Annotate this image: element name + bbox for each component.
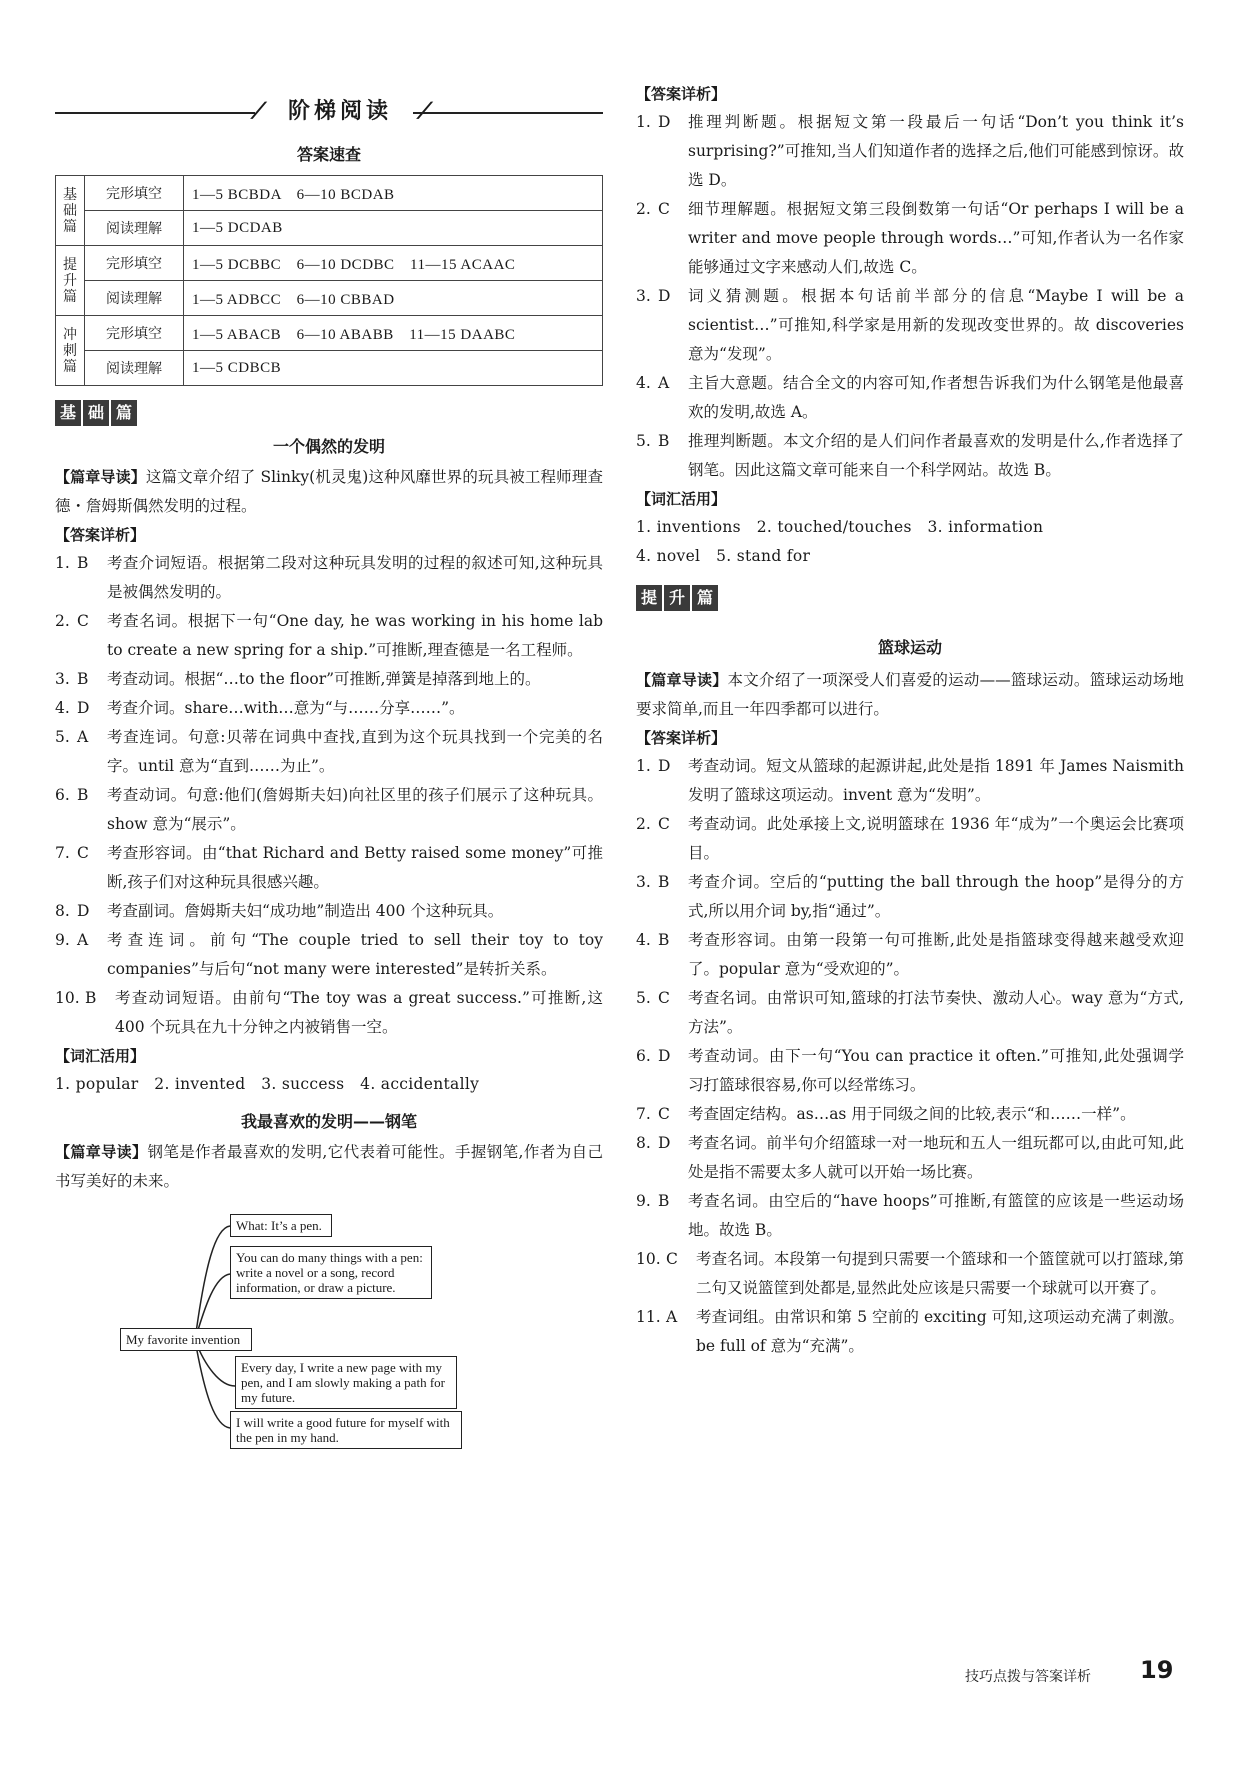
intro-paragraph <box>55 463 603 521</box>
answer-explanation: 考查副词。詹姆斯夫妇“成功地”制造出 400 个这种玩具。 <box>107 902 504 920</box>
mind-map-future: I will write a good future for myself with the pen in my hand. <box>230 1411 462 1449</box>
tag-char: 基 <box>55 400 81 426</box>
table-row <box>56 176 603 211</box>
answer-explanation: 考查动词。由下一句“You can practice it often.”可推知,此处强调学习打篮球很容易,你可以经常练习。 <box>688 1047 1184 1094</box>
intro-paragraph-3 <box>636 666 1184 724</box>
answer-item <box>636 1187 1184 1245</box>
kind-cell: 阅读理解 <box>85 351 184 386</box>
right-answer-list <box>636 108 1184 485</box>
answer-explanation: 考查介词。share…with…意为“与……分享……”。 <box>107 699 465 717</box>
answer-letter: C <box>666 1250 678 1268</box>
answer-explanation: 考查名词。由空后的“have hoops”可推断,有篮筐的应该是一些运动场地。故选 B。 <box>688 1192 1184 1239</box>
table-row <box>56 211 603 246</box>
article-title-2: 我最喜欢的发明——钢笔 <box>240 1112 417 1131</box>
answer-letter: D <box>658 1134 671 1152</box>
answer-number: 4. <box>636 374 651 392</box>
answer-item <box>636 1042 1184 1100</box>
basic-section-tag <box>55 400 139 426</box>
vocab-answers-line1: 1. inventions 2. touched/touches 3. information <box>636 518 1044 536</box>
answer-number: 1. <box>636 113 651 131</box>
answers-cell: 1—5 ADBCC 6—10 CBBAD <box>184 281 603 316</box>
answer-number: 3. <box>55 670 70 688</box>
answer-letter: A <box>666 1308 678 1326</box>
level-cell: 基础篇 <box>56 176 85 246</box>
answer-item <box>636 427 1184 485</box>
answer-number: 7. <box>636 1105 651 1123</box>
detail-label: 【答案详析】 <box>636 85 727 103</box>
vocab-answers-line2: 4. novel 5. stand for <box>636 547 811 565</box>
section-header <box>55 88 603 132</box>
article-title: 一个偶然的发明 <box>272 437 385 456</box>
answer-number: 2. <box>55 612 70 630</box>
answer-explanation: 考查词组。由常识和第 5 空前的 exciting 可知,这项运动充满了刺激。be full of 意为“充满”。 <box>696 1308 1184 1355</box>
intro-paragraph-2 <box>55 1138 603 1196</box>
answer-letter: B <box>658 1192 670 1210</box>
mind-map-center: My favorite invention <box>120 1328 252 1351</box>
answer-letter: D <box>658 757 671 775</box>
answer-number: 5. <box>55 728 70 746</box>
answer-explanation: 考查介词短语。根据第二段对这种玩具发明的过程的叙述可知,这种玩具是被偶然发明的。 <box>107 554 603 601</box>
answer-explanation: 推理判断题。本文介绍的是人们问作者最喜欢的发明是什么,作者选择了钢笔。因此这篇文章可能来自一个科学网站。故选 B。 <box>688 432 1184 479</box>
answer-explanation: 词义猜测题。根据本句话前半部分的信息“Maybe I will be a scientist…”可推知,科学家是用新的发现改变世界的。故 discoveries 意为“发现”。 <box>688 287 1184 363</box>
answer-item <box>636 1100 1184 1129</box>
answer-number: 9. <box>55 931 70 949</box>
answers-cell: 1—5 DCBBC 6—10 DCDBC 11—15 ACAAC <box>184 246 603 281</box>
answer-letter: A <box>658 374 670 392</box>
answer-number: 4. <box>55 699 70 717</box>
answer-letter: B <box>77 786 89 804</box>
basic-answer-list <box>55 549 603 1042</box>
answer-number: 3. <box>636 873 651 891</box>
answers-cell: 1—5 DCDAB <box>184 211 603 246</box>
answer-letter: B <box>85 989 97 1007</box>
intro-label: 【篇章导读】 <box>55 1143 148 1161</box>
tag-char: 篇 <box>111 400 137 426</box>
answer-number: 8. <box>55 902 70 920</box>
answer-explanation: 推理判断题。根据短文第一段最后一句话“Don’t you think it’s surprising?”可推知,当人们知道作者的选择之后,他们可能感到惊讶。故选 D。 <box>688 113 1184 189</box>
answer-letter: C <box>77 844 89 862</box>
answer-item <box>636 282 1184 369</box>
answer-explanation: 考查动词。此处承接上文,说明篮球在 1936 年“成为”一个奥运会比赛项目。 <box>688 815 1184 862</box>
vocab-label: 【词汇活用】 <box>636 490 727 508</box>
table-row <box>56 316 603 351</box>
answer-explanation: 考查名词。根据下一句“One day, he was working in his home lab to create a new spring for a ship.”可推断,理查德是一名工程师。 <box>107 612 603 659</box>
answer-number: 2. <box>636 815 651 833</box>
answer-letter: D <box>77 699 90 717</box>
table-row <box>56 281 603 316</box>
answer-number: 10. <box>636 1250 661 1268</box>
header-deco-left: ⟋ <box>251 98 267 124</box>
answer-item <box>636 369 1184 427</box>
tag-char: 础 <box>83 400 109 426</box>
answer-explanation: 考查动词短语。由前句“The toy was a great success.”可推断,这 400 个玩具在九十分钟之内被销售一空。 <box>115 989 603 1036</box>
answer-item <box>55 549 603 607</box>
kind-cell: 完形填空 <box>85 176 184 211</box>
answer-letter: D <box>658 1047 671 1065</box>
table-row <box>56 351 603 386</box>
mind-map-things: You can do many things with a pen: write a novel or a song, record information, or draw a picture. <box>230 1246 432 1299</box>
kind-cell: 完形填空 <box>85 246 184 281</box>
answer-letter: C <box>77 612 89 630</box>
answer-letter: D <box>658 113 671 131</box>
level-cell: 冲刺篇 <box>56 316 85 386</box>
answer-letter: C <box>658 1105 670 1123</box>
answer-number: 6. <box>55 786 70 804</box>
answer-item <box>55 723 603 781</box>
answer-explanation: 考查形容词。由第一段第一句可推断,此处是指篮球变得越来越受欢迎了。popular 意为“受欢迎的”。 <box>688 931 1184 978</box>
intro-label: 【篇章导读】 <box>636 671 728 689</box>
answer-explanation: 考查动词。句意:他们(詹姆斯夫妇)向社区里的孩子们展示了这种玩具。show 意为“展示”。 <box>107 786 603 833</box>
answer-explanation: 考查介词。空后的“putting the ball through the hoop”是得分的方式,所以用介词 by,指“通过”。 <box>688 873 1184 920</box>
answer-explanation: 考查动词。短文从篮球的起源讲起,此处是指 1891 年 James Naismith 发明了篮球这项运动。invent 意为“发明”。 <box>688 757 1184 804</box>
answer-item <box>636 810 1184 868</box>
answer-item <box>55 839 603 897</box>
answer-item <box>636 1245 1184 1303</box>
answer-item <box>55 984 603 1042</box>
tag-char: 升 <box>664 585 690 611</box>
answer-number: 8. <box>636 1134 651 1152</box>
quick-answers-title: 答案速查 <box>296 145 361 164</box>
answer-explanation: 考查连词。句意:贝蒂在词典中查找,直到为这个玩具找到一个完美的名字。until 意为“直到……为止”。 <box>107 728 603 775</box>
kind-cell: 完形填空 <box>85 316 184 351</box>
answer-explanation: 考查动词。根据“…to the floor”可推断,弹簧是掉落到地上的。 <box>107 670 541 688</box>
advanced-answer-list <box>636 752 1184 1361</box>
footer-label: 技巧点拨与答案详析 <box>965 1669 1091 1685</box>
answer-number: 1. <box>55 554 70 572</box>
answers-cell: 1—5 CDBCB <box>184 351 603 386</box>
answer-item <box>636 868 1184 926</box>
answer-explanation: 主旨大意题。结合全文的内容可知,作者想告诉我们为什么钢笔是他最喜欢的发明,故选 A。 <box>688 374 1184 421</box>
answer-explanation: 考查名词。由常识可知,篮球的打法节奏快、激动人心。way 意为“方式,方法”。 <box>688 989 1184 1036</box>
advanced-section-tag <box>636 585 720 611</box>
answer-letter: B <box>658 432 670 450</box>
answer-letter: B <box>77 670 89 688</box>
answer-number: 11. <box>636 1308 661 1326</box>
answer-letter: A <box>77 931 89 949</box>
answer-number: 7. <box>55 844 70 862</box>
answer-item <box>636 108 1184 195</box>
page-number: 19 <box>1140 1656 1174 1684</box>
answer-item <box>636 926 1184 984</box>
answer-explanation: 考查名词。本段第一句提到只需要一个篮球和一个篮筐就可以打篮球,第二句又说篮筐到处都是,显然此处应该是只需要一个球就可以开赛了。 <box>696 1250 1184 1297</box>
answers-cell: 1—5 ABACB 6—10 ABABB 11—15 DAABC <box>184 316 603 351</box>
answer-number: 5. <box>636 989 651 1007</box>
answer-letter: C <box>658 815 670 833</box>
answer-number: 9. <box>636 1192 651 1210</box>
kind-cell: 阅读理解 <box>85 281 184 316</box>
answer-explanation: 考查形容词。由“that Richard and Betty raised some money”可推断,孩子们对这种玩具很感兴趣。 <box>107 844 603 891</box>
answer-explanation: 考查名词。前半句介绍篮球一对一地玩和五人一组玩都可以,由此可知,此处是指不需要太多人就可以开始一场比赛。 <box>688 1134 1184 1181</box>
answer-letter: B <box>658 931 670 949</box>
page-title: 阶梯阅读 <box>287 99 392 124</box>
tag-char: 提 <box>636 585 662 611</box>
intro-label: 【篇章导读】 <box>55 468 146 486</box>
answer-letter: C <box>658 200 670 218</box>
answers-cell: 1—5 BCBDA 6—10 BCDAB <box>184 176 603 211</box>
answer-item <box>55 694 603 723</box>
answer-letter: A <box>77 728 89 746</box>
mind-map-connectors <box>55 1206 603 1446</box>
header-deco-right: ⟋ <box>417 98 433 124</box>
header-rule-left <box>55 112 255 114</box>
answer-item <box>636 195 1184 282</box>
mind-map-what: What: It’s a pen. <box>230 1214 332 1237</box>
mind-map-every-day: Every day, I write a new page with my pen, and I am slowly making a path for my future. <box>235 1356 457 1409</box>
answer-letter: D <box>77 902 90 920</box>
answer-letter: B <box>658 873 670 891</box>
right-column <box>636 85 1184 1361</box>
detail-label: 【答案详析】 <box>636 729 727 747</box>
answer-explanation: 细节理解题。根据短文第三段倒数第一句话“Or perhaps I will be a writer and move people through words…”可知,作者认为一名作家能够通过文字来感动人们,故选 C。 <box>688 200 1184 276</box>
answer-number: 2. <box>636 200 651 218</box>
table-row <box>56 246 603 281</box>
answer-item <box>55 897 603 926</box>
header-rule-right <box>413 112 603 114</box>
answer-item <box>636 984 1184 1042</box>
kind-cell: 阅读理解 <box>85 211 184 246</box>
answer-explanation: 考查固定结构。as…as 用于同级之间的比较,表示“和……一样”。 <box>688 1105 1136 1123</box>
answer-letter: B <box>77 554 89 572</box>
quick-answers-table <box>55 175 603 386</box>
answer-item <box>636 1303 1184 1361</box>
answer-item <box>55 926 603 984</box>
answer-item <box>636 1129 1184 1187</box>
vocab-label: 【词汇活用】 <box>55 1047 146 1065</box>
answer-letter: C <box>658 989 670 1007</box>
detail-label: 【答案详析】 <box>55 526 146 544</box>
intro-text: 本文介绍了一项深受人们喜爱的运动——篮球运动。篮球运动场地要求简单,而且一年四季都可以进行。 <box>636 671 1184 718</box>
answer-number: 10. <box>55 989 80 1007</box>
answer-number: 6. <box>636 1047 651 1065</box>
answer-item <box>55 781 603 839</box>
answer-number: 3. <box>636 287 651 305</box>
article-title-3: 篮球运动 <box>877 638 942 657</box>
answer-letter: D <box>658 287 671 305</box>
level-cell: 提升篇 <box>56 246 85 316</box>
vocab-answers: 1. popular 2. invented 3. success 4. accidentally <box>55 1075 480 1093</box>
answer-explanation: 考查连词。前句“The couple tried to sell their toy to toy companies”与后句“not many were interested”是转折关系。 <box>107 931 603 978</box>
answer-number: 1. <box>636 757 651 775</box>
answer-number: 4. <box>636 931 651 949</box>
tag-char: 篇 <box>692 585 718 611</box>
mind-map <box>55 1206 603 1446</box>
left-column <box>55 88 603 1446</box>
intro-text: 这篇文章介绍了 Slinky(机灵鬼)这种风靡世界的玩具被工程师理查德・詹姆斯偶然发明的过程。 <box>55 468 603 515</box>
answer-item <box>636 752 1184 810</box>
answer-item <box>55 665 603 694</box>
intro-text: 钢笔是作者最喜欢的发明,它代表着可能性。手握钢笔,作者为自己书写美好的未来。 <box>55 1143 603 1190</box>
answer-number: 5. <box>636 432 651 450</box>
answer-item <box>55 607 603 665</box>
